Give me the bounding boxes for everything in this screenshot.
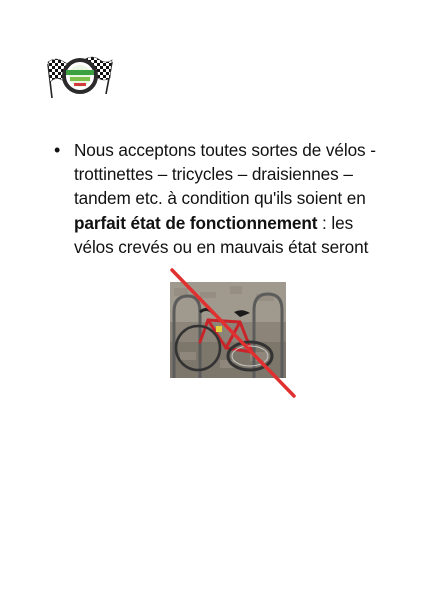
bullet-dot: •	[54, 140, 61, 160]
text-line-5: vélos crevés ou en mauvais état seront	[74, 236, 369, 257]
text-line-1: Nous acceptons toutes sortes de vélos -	[74, 140, 376, 160]
text-line-3: tandem etc. à condition qu'ils soient en	[74, 188, 366, 209]
bullet-paragraph	[56, 138, 406, 259]
text-line-4-rest: : les	[317, 212, 354, 233]
checkered-flag-logo-icon	[40, 48, 118, 104]
emphasis-text: parfait état de fonctionnement	[74, 212, 318, 233]
damaged-bike-figure	[170, 268, 298, 400]
text-line-2: trottinettes – tricycles – draisiennes –	[74, 164, 353, 185]
bullet-text	[74, 138, 406, 259]
text-line-4	[74, 211, 406, 235]
prohibition-strike-icon	[170, 268, 298, 400]
